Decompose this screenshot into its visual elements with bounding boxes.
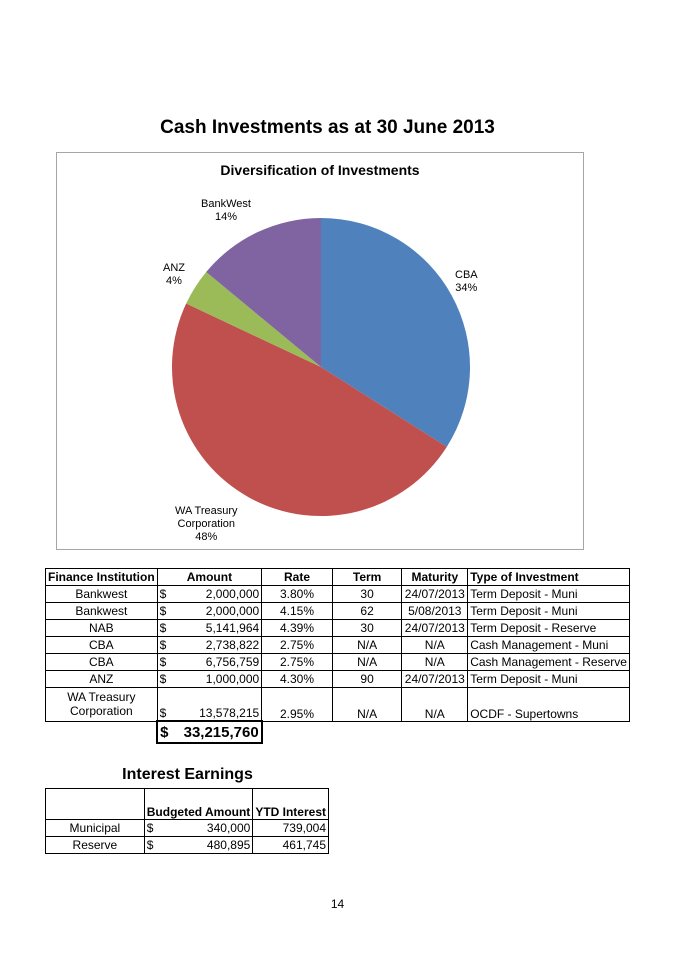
cell-currency: $ bbox=[157, 620, 171, 637]
cell-amount: 2,000,000 bbox=[171, 603, 262, 620]
cell-amount: 1,000,000 bbox=[171, 671, 262, 688]
cell-amount: 13,578,215 bbox=[171, 688, 262, 722]
total-spacer-right bbox=[262, 721, 630, 743]
cell-type: Term Deposit - Reserve bbox=[468, 620, 630, 637]
cell-institution: Bankwest bbox=[46, 586, 158, 603]
cell-term: N/A bbox=[332, 654, 402, 671]
col-header-rate: Rate bbox=[262, 569, 333, 586]
cell-institution: NAB bbox=[46, 620, 158, 637]
cell-currency: $ bbox=[157, 688, 171, 722]
total-row bbox=[46, 721, 630, 743]
table-row bbox=[46, 654, 630, 671]
interest-header-budgeted: Budgeted Amount bbox=[144, 789, 253, 820]
interest-cell-budgeted: 480,895 bbox=[160, 837, 253, 854]
total-currency: $ bbox=[160, 723, 169, 741]
cell-currency: $ bbox=[157, 586, 171, 603]
cell-institution: ANZ bbox=[46, 671, 158, 688]
table-row bbox=[46, 820, 329, 837]
interest-cell-currency: $ bbox=[144, 837, 160, 854]
pie-label-bankwest bbox=[201, 198, 251, 224]
cell-currency: $ bbox=[157, 654, 171, 671]
cell-amount: 6,756,759 bbox=[171, 654, 262, 671]
cell-maturity: 24/07/2013 bbox=[402, 671, 468, 688]
pie-label-cba-name: CBA bbox=[455, 269, 478, 281]
cell-rate: 3.80% bbox=[262, 586, 333, 603]
table-row bbox=[46, 586, 630, 603]
col-header-term: Term bbox=[332, 569, 402, 586]
interest-cell-budgeted: 340,000 bbox=[160, 820, 253, 837]
interest-cell-label: Municipal bbox=[46, 820, 145, 837]
cell-institution: Bankwest bbox=[46, 603, 158, 620]
col-header-institution: Finance Institution bbox=[46, 569, 158, 586]
interest-header-row bbox=[46, 789, 329, 820]
interest-cell-currency: $ bbox=[144, 820, 160, 837]
pie-label-wa-treasury-pct: 48% bbox=[195, 531, 218, 543]
interest-cell-ytd: 739,004 bbox=[253, 820, 329, 837]
cell-term: 30 bbox=[332, 586, 402, 603]
cell-term: 62 bbox=[332, 603, 402, 620]
cell-institution-line1: WA Treasury bbox=[67, 690, 136, 705]
col-header-maturity: Maturity bbox=[402, 569, 468, 586]
pie-label-wa-treasury bbox=[175, 505, 238, 544]
cell-rate: 4.15% bbox=[262, 603, 333, 620]
cell-maturity: 24/07/2013 bbox=[402, 620, 468, 637]
cell-type: OCDF - Supertowns bbox=[468, 688, 630, 722]
total-spacer bbox=[46, 721, 158, 743]
cell-term: 90 bbox=[332, 671, 402, 688]
cell-term: N/A bbox=[332, 688, 402, 722]
cell-maturity: 5/08/2013 bbox=[402, 603, 468, 620]
cell-institution: CBA bbox=[46, 637, 158, 654]
col-header-type: Type of Investment bbox=[468, 569, 630, 586]
cell-type: Term Deposit - Muni bbox=[468, 671, 630, 688]
pie-label-bankwest-name: BankWest bbox=[201, 198, 251, 210]
cell-type: Term Deposit - Muni bbox=[468, 603, 630, 620]
interest-header-blank bbox=[46, 789, 145, 820]
interest-earnings-title: Interest Earnings bbox=[122, 766, 253, 783]
cell-amount: 2,738,822 bbox=[171, 637, 262, 654]
table-row bbox=[46, 603, 630, 620]
cell-maturity: N/A bbox=[402, 637, 468, 654]
cell-institution-line2: Corporation bbox=[69, 704, 133, 719]
table-header-row bbox=[46, 569, 630, 586]
table-row bbox=[46, 837, 329, 854]
table-row bbox=[46, 637, 630, 654]
cell-rate: 4.39% bbox=[262, 620, 333, 637]
cell-currency: $ bbox=[157, 603, 171, 620]
interest-cell-ytd: 461,745 bbox=[253, 837, 329, 854]
table-row bbox=[46, 671, 630, 688]
cell-rate: 2.75% bbox=[262, 637, 333, 654]
pie-label-anz-pct: 4% bbox=[166, 275, 182, 287]
cell-institution: CBA bbox=[46, 654, 158, 671]
cell-term: 30 bbox=[332, 620, 402, 637]
cell-type: Cash Management - Reserve bbox=[468, 654, 630, 671]
total-amount: 33,215,760 bbox=[183, 723, 259, 741]
interest-cell-label: Reserve bbox=[46, 837, 145, 854]
interest-header-ytd: YTD Interest bbox=[253, 789, 329, 820]
pie-label-cba-pct: 34% bbox=[455, 282, 478, 294]
pie-chart bbox=[56, 152, 584, 550]
cell-currency: $ bbox=[157, 671, 171, 688]
pie-label-bankwest-pct: 14% bbox=[214, 211, 237, 223]
cell-maturity: N/A bbox=[402, 654, 468, 671]
table-row bbox=[46, 688, 630, 722]
pie-label-anz bbox=[163, 262, 185, 288]
pie-label-cba bbox=[455, 269, 478, 295]
cell-rate: 2.75% bbox=[262, 654, 333, 671]
interest-table bbox=[45, 788, 329, 854]
cell-amount: 5,141,964 bbox=[171, 620, 262, 637]
total-amount-cell bbox=[157, 721, 262, 743]
cell-maturity: N/A bbox=[402, 688, 468, 722]
cell-currency: $ bbox=[157, 637, 171, 654]
pie-chart-svg bbox=[57, 153, 583, 549]
table-row bbox=[46, 620, 630, 637]
page-title: Cash Investments as at 30 June 2013 bbox=[160, 117, 495, 138]
investments-table bbox=[45, 568, 630, 744]
cell-maturity: 24/07/2013 bbox=[402, 586, 468, 603]
cell-institution bbox=[46, 688, 158, 722]
pie-label-wa-treasury-name-2: Corporation bbox=[177, 518, 236, 530]
cell-rate: 2.95% bbox=[262, 688, 333, 722]
cell-amount: 2,000,000 bbox=[171, 586, 262, 603]
cell-term: N/A bbox=[332, 637, 402, 654]
cell-type: Cash Management - Muni bbox=[468, 637, 630, 654]
cell-type: Term Deposit - Muni bbox=[468, 586, 630, 603]
pie-label-wa-treasury-name-1: WA Treasury bbox=[175, 505, 238, 517]
chart-title: Diversification of Investments bbox=[220, 162, 420, 178]
col-header-amount: Amount bbox=[157, 569, 262, 586]
cell-rate: 4.30% bbox=[262, 671, 333, 688]
page-number: 14 bbox=[330, 897, 345, 911]
pie-label-anz-name: ANZ bbox=[163, 262, 185, 274]
